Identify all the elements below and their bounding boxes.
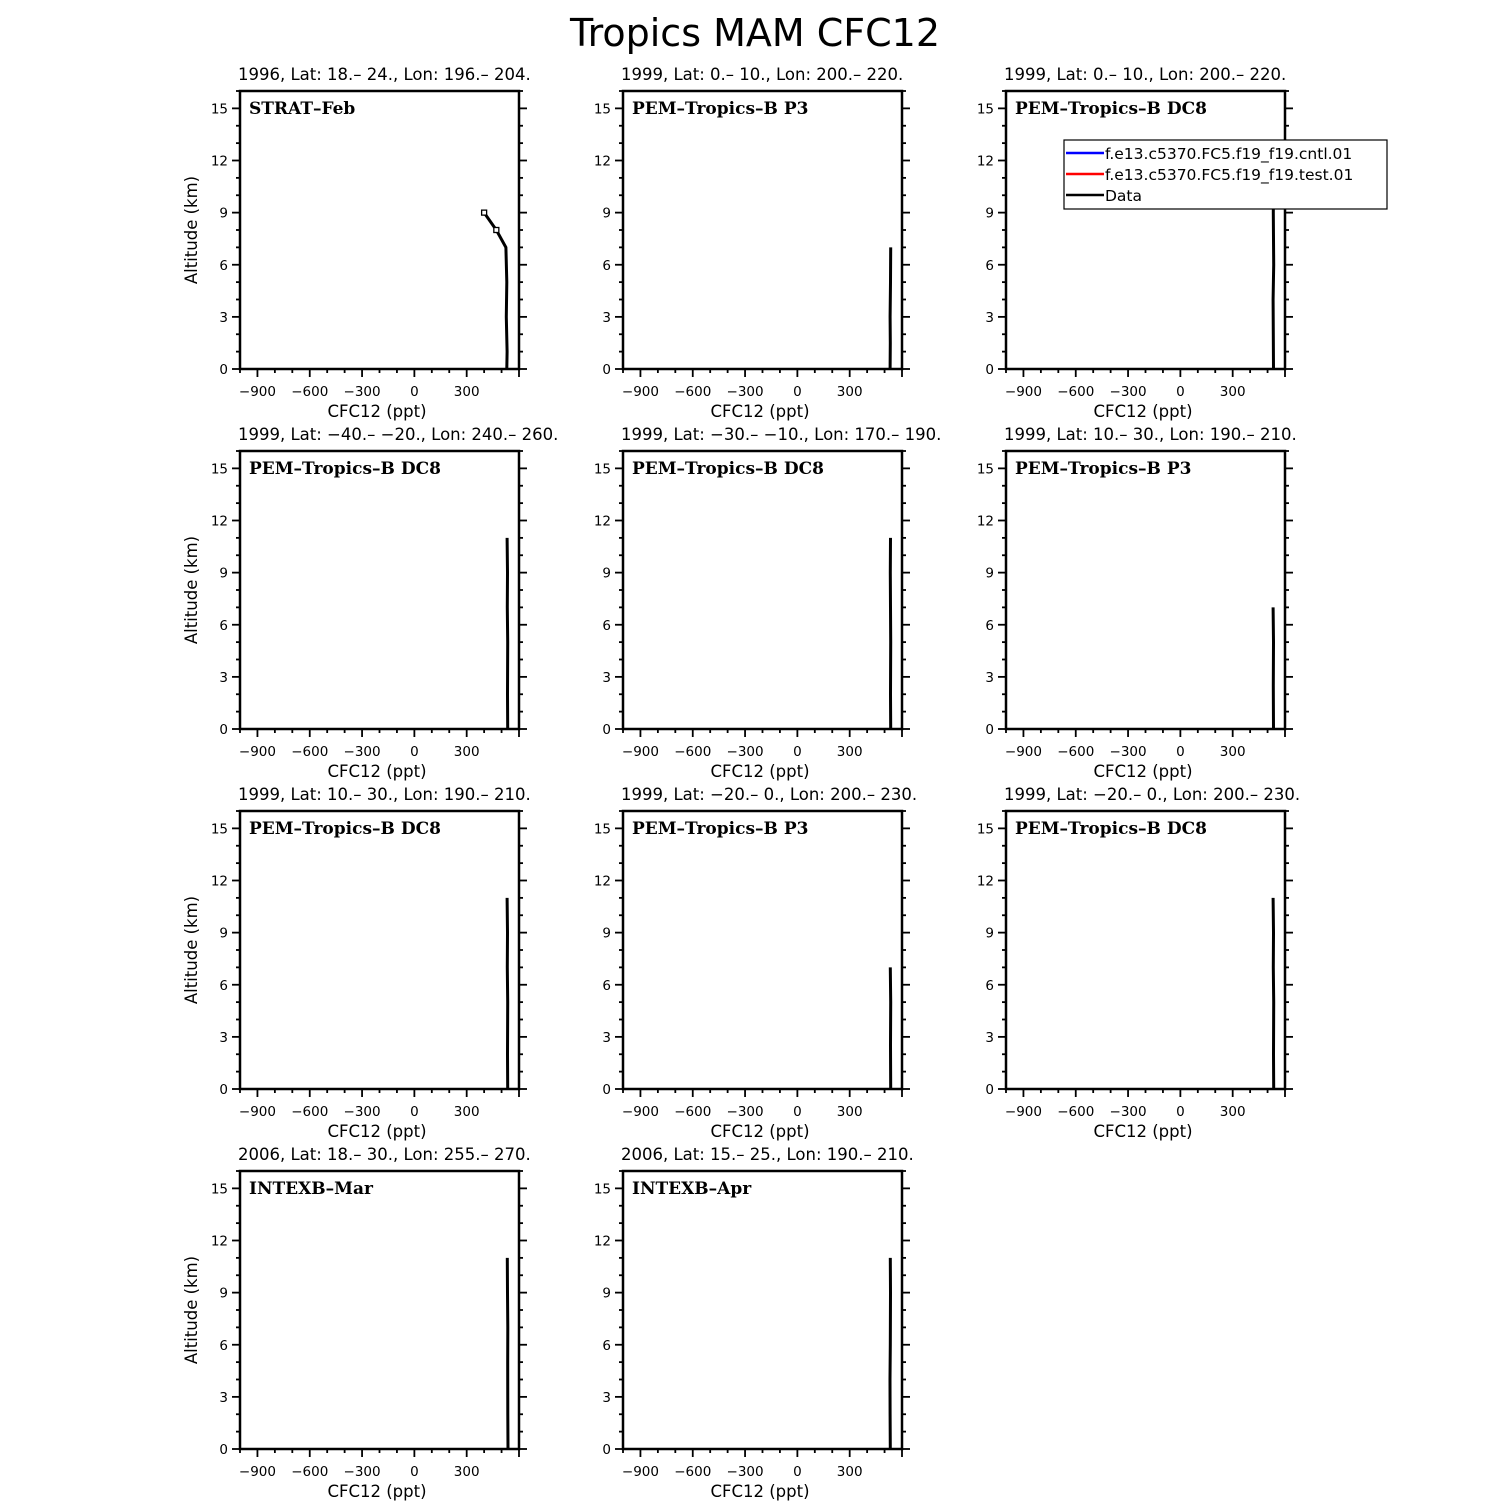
y-tick-label: 0 — [219, 1442, 228, 1458]
y-tick-label: 12 — [210, 513, 228, 530]
y-tick-label: 6 — [602, 617, 611, 634]
x-tick-label: 0 — [1176, 1104, 1185, 1120]
x-axis-title: CFC12 (ppt) — [710, 1122, 810, 1141]
x-tick-label: −900 — [621, 1104, 659, 1120]
x-tick-label: −300 — [343, 1464, 381, 1480]
x-tick-label: 0 — [410, 744, 419, 760]
x-tick-label: −600 — [674, 744, 712, 760]
data-line — [507, 538, 508, 729]
panel-subtitle: 1999, Lat: −40.– −20., Lon: 240.– 260. — [238, 425, 559, 444]
panel-10 — [182, 1145, 531, 1501]
y-axis-title: Altitude (km) — [182, 895, 201, 1005]
y-tick-label: 15 — [210, 461, 228, 478]
y-tick-label: 12 — [976, 513, 994, 530]
panel-subtitle: 1999, Lat: −20.– 0., Lon: 200.– 230. — [621, 785, 918, 804]
y-tick-label: 15 — [210, 1181, 228, 1198]
y-tick-label: 0 — [602, 1082, 611, 1098]
x-tick-label: −300 — [726, 384, 764, 400]
y-tick-label: 9 — [219, 565, 228, 582]
x-axis-title: CFC12 (ppt) — [1093, 762, 1193, 781]
panel-label: PEM–Tropics–B P3 — [632, 819, 809, 839]
x-axis-title: CFC12 (ppt) — [710, 1482, 810, 1501]
y-tick-label: 6 — [985, 617, 994, 634]
y-tick-label: 9 — [602, 1285, 611, 1302]
panel-subtitle: 2006, Lat: 18.– 30., Lon: 255.– 270. — [238, 1145, 531, 1164]
x-tick-label: −600 — [1057, 384, 1095, 400]
panel-label: PEM–Tropics–B P3 — [632, 99, 809, 119]
x-tick-label: 300 — [1219, 1104, 1246, 1120]
y-tick-label: 0 — [985, 722, 994, 738]
x-axis-title: CFC12 (ppt) — [1093, 1122, 1193, 1141]
panel-9 — [977, 785, 1300, 1141]
x-tick-label: −300 — [343, 1104, 381, 1120]
x-tick-label: 300 — [836, 1464, 863, 1480]
x-tick-label: −600 — [674, 1104, 712, 1120]
panel-label: PEM–Tropics–B DC8 — [249, 819, 441, 839]
x-tick-label: −300 — [343, 384, 381, 400]
panel-5 — [594, 425, 942, 781]
x-tick-label: 0 — [1176, 384, 1185, 400]
y-tick-label: 12 — [976, 153, 994, 170]
x-tick-label: −300 — [1109, 384, 1147, 400]
x-tick-label: −900 — [1004, 384, 1042, 400]
panel-4 — [182, 425, 558, 781]
x-tick-label: −600 — [291, 1464, 329, 1480]
panel-8 — [594, 785, 917, 1141]
y-axis-title: Altitude (km) — [182, 175, 201, 285]
x-axis-title: CFC12 (ppt) — [710, 402, 810, 421]
panel-subtitle: 1999, Lat: 10.– 30., Lon: 190.– 210. — [238, 785, 531, 804]
plot-frame — [240, 91, 519, 369]
x-tick-label: −900 — [621, 1464, 659, 1480]
y-tick-label: 12 — [593, 873, 611, 890]
y-tick-label: 15 — [593, 1181, 611, 1198]
plot-frame — [1006, 451, 1285, 729]
x-tick-label: 300 — [1219, 384, 1246, 400]
y-tick-label: 15 — [976, 101, 994, 118]
y-tick-label: 0 — [219, 1082, 228, 1098]
panel-subtitle: 1999, Lat: 10.– 30., Lon: 190.– 210. — [1004, 425, 1297, 444]
x-tick-label: 0 — [410, 384, 419, 400]
y-tick-label: 15 — [593, 101, 611, 118]
x-tick-label: −600 — [1057, 744, 1095, 760]
y-tick-label: 9 — [602, 205, 611, 222]
y-tick-label: 0 — [602, 1442, 611, 1458]
x-tick-label: −900 — [621, 744, 659, 760]
panel-label: PEM–Tropics–B P3 — [1015, 459, 1192, 479]
data-point-marker — [482, 210, 487, 215]
y-tick-label: 6 — [985, 257, 994, 274]
x-tick-label: −300 — [726, 1104, 764, 1120]
y-tick-label: 12 — [210, 1233, 228, 1250]
y-tick-label: 9 — [602, 925, 611, 942]
y-tick-label: 9 — [985, 205, 994, 222]
legend-label-data: Data — [1105, 187, 1143, 205]
x-tick-label: 300 — [1219, 744, 1246, 760]
y-tick-label: 12 — [593, 513, 611, 530]
plot-frame — [240, 451, 519, 729]
data-line — [1273, 898, 1274, 1089]
x-tick-label: 300 — [836, 1104, 863, 1120]
y-tick-label: 6 — [219, 1337, 228, 1354]
data-line — [484, 213, 507, 369]
panel-subtitle: 1999, Lat: −30.– −10., Lon: 170.– 190. — [621, 425, 942, 444]
data-line — [507, 1258, 508, 1449]
y-tick-label: 0 — [219, 362, 228, 378]
panel-subtitle: 2006, Lat: 15.– 25., Lon: 190.– 210. — [621, 1145, 914, 1164]
y-tick-label: 15 — [593, 821, 611, 838]
panels — [182, 65, 1300, 1501]
y-tick-label: 9 — [219, 205, 228, 222]
x-tick-label: −300 — [1109, 744, 1147, 760]
y-tick-label: 15 — [593, 461, 611, 478]
x-axis-title: CFC12 (ppt) — [327, 1122, 427, 1141]
panel-subtitle: 1999, Lat: 0.– 10., Lon: 200.– 220. — [1004, 65, 1287, 84]
y-tick-label: 9 — [985, 565, 994, 582]
plot-frame — [1006, 811, 1285, 1089]
x-tick-label: 0 — [410, 1104, 419, 1120]
panel-label: PEM–Tropics–B DC8 — [632, 459, 824, 479]
y-tick-label: 12 — [976, 873, 994, 890]
x-tick-label: −600 — [674, 384, 712, 400]
x-tick-label: −600 — [291, 1104, 329, 1120]
panel-label: PEM–Tropics–B DC8 — [1015, 819, 1207, 839]
plot-frame — [623, 811, 902, 1089]
x-tick-label: −900 — [238, 1104, 276, 1120]
x-axis-title: CFC12 (ppt) — [327, 402, 427, 421]
y-tick-label: 6 — [219, 617, 228, 634]
x-tick-label: 300 — [453, 1104, 480, 1120]
y-tick-label: 6 — [602, 1337, 611, 1354]
x-tick-label: 300 — [836, 744, 863, 760]
y-tick-label: 3 — [219, 309, 228, 326]
y-tick-label: 3 — [985, 1029, 994, 1046]
y-tick-label: 9 — [219, 925, 228, 942]
y-tick-label: 3 — [219, 669, 228, 686]
x-tick-label: −900 — [1004, 1104, 1042, 1120]
plot-frame — [623, 91, 902, 369]
y-tick-label: 3 — [602, 309, 611, 326]
x-tick-label: 0 — [793, 384, 802, 400]
x-tick-label: 0 — [410, 1464, 419, 1480]
y-tick-label: 0 — [602, 722, 611, 738]
x-axis-title: CFC12 (ppt) — [327, 1482, 427, 1501]
y-tick-label: 9 — [602, 565, 611, 582]
y-tick-label: 0 — [985, 1082, 994, 1098]
y-tick-label: 3 — [219, 1389, 228, 1406]
panel-label: PEM–Tropics–B DC8 — [249, 459, 441, 479]
legend-label-cntl: f.e13.c5370.FC5.f19_f19.cntl.01 — [1105, 145, 1353, 163]
y-tick-label: 15 — [976, 821, 994, 838]
x-tick-label: −600 — [291, 384, 329, 400]
plot-frame — [240, 1171, 519, 1449]
x-tick-label: 0 — [793, 1464, 802, 1480]
y-tick-label: 3 — [985, 309, 994, 326]
x-axis-title: CFC12 (ppt) — [1093, 402, 1193, 421]
plot-frame — [1006, 91, 1285, 369]
x-axis-title: CFC12 (ppt) — [327, 762, 427, 781]
x-tick-label: 0 — [793, 1104, 802, 1120]
legend — [1064, 140, 1387, 209]
x-tick-label: 300 — [836, 384, 863, 400]
y-tick-label: 3 — [602, 1029, 611, 1046]
y-tick-label: 3 — [602, 669, 611, 686]
y-tick-label: 12 — [593, 1233, 611, 1250]
panel-11 — [594, 1145, 914, 1501]
plot-frame — [623, 1171, 902, 1449]
panel-subtitle: 1996, Lat: 18.– 24., Lon: 196.– 204. — [238, 65, 531, 84]
y-tick-label: 15 — [976, 461, 994, 478]
panel-subtitle: 1999, Lat: −20.– 0., Lon: 200.– 230. — [1004, 785, 1301, 804]
data-line — [890, 247, 891, 369]
panel-label: INTEXB–Apr — [632, 1179, 752, 1199]
y-axis-title: Altitude (km) — [182, 535, 201, 645]
panel-label: INTEXB–Mar — [249, 1179, 373, 1199]
plot-frame — [623, 451, 902, 729]
x-tick-label: −600 — [1057, 1104, 1095, 1120]
x-tick-label: 0 — [793, 744, 802, 760]
panel-7 — [182, 785, 531, 1141]
x-tick-label: 300 — [453, 384, 480, 400]
x-tick-label: −300 — [343, 744, 381, 760]
x-tick-label: 0 — [1176, 744, 1185, 760]
y-tick-label: 6 — [219, 257, 228, 274]
panel-1 — [182, 65, 531, 421]
y-tick-label: 0 — [602, 362, 611, 378]
x-tick-label: 300 — [453, 744, 480, 760]
x-axis-title: CFC12 (ppt) — [710, 762, 810, 781]
x-tick-label: −300 — [726, 1464, 764, 1480]
data-line — [890, 1258, 891, 1449]
data-line — [507, 898, 508, 1089]
y-tick-label: 12 — [593, 153, 611, 170]
data-point-marker — [494, 228, 499, 233]
panel-2 — [594, 65, 910, 421]
x-tick-label: −900 — [1004, 744, 1042, 760]
panel-subtitle: 1999, Lat: 0.– 10., Lon: 200.– 220. — [621, 65, 904, 84]
x-tick-label: −300 — [726, 744, 764, 760]
y-tick-label: 9 — [219, 1285, 228, 1302]
y-tick-label: 15 — [210, 821, 228, 838]
y-axis-title: Altitude (km) — [182, 1255, 201, 1365]
panel-label: STRAT–Feb — [249, 99, 356, 119]
y-tick-label: 3 — [602, 1389, 611, 1406]
y-tick-label: 0 — [219, 722, 228, 738]
legend-label-test: f.e13.c5370.FC5.f19_f19.test.01 — [1105, 166, 1354, 184]
y-tick-label: 9 — [985, 925, 994, 942]
y-tick-label: 6 — [602, 257, 611, 274]
y-tick-label: 3 — [219, 1029, 228, 1046]
panel-3 — [977, 65, 1293, 421]
x-tick-label: −900 — [621, 384, 659, 400]
y-tick-label: 12 — [210, 153, 228, 170]
y-tick-label: 6 — [985, 977, 994, 994]
y-tick-label: 15 — [210, 101, 228, 118]
y-tick-label: 0 — [985, 362, 994, 378]
x-tick-label: −600 — [674, 1464, 712, 1480]
plot-frame — [240, 811, 519, 1089]
x-tick-label: −600 — [291, 744, 329, 760]
panel-label: PEM–Tropics–B DC8 — [1015, 99, 1207, 119]
x-tick-label: −900 — [238, 1464, 276, 1480]
x-tick-label: −300 — [1109, 1104, 1147, 1120]
y-tick-label: 3 — [985, 669, 994, 686]
figure-title: Tropics MAM CFC12 — [569, 11, 941, 55]
y-tick-label: 12 — [210, 873, 228, 890]
y-tick-label: 6 — [219, 977, 228, 994]
x-tick-label: −900 — [238, 744, 276, 760]
y-tick-label: 6 — [602, 977, 611, 994]
x-tick-label: 300 — [453, 1464, 480, 1480]
x-tick-label: −900 — [238, 384, 276, 400]
panel-6 — [977, 425, 1297, 781]
